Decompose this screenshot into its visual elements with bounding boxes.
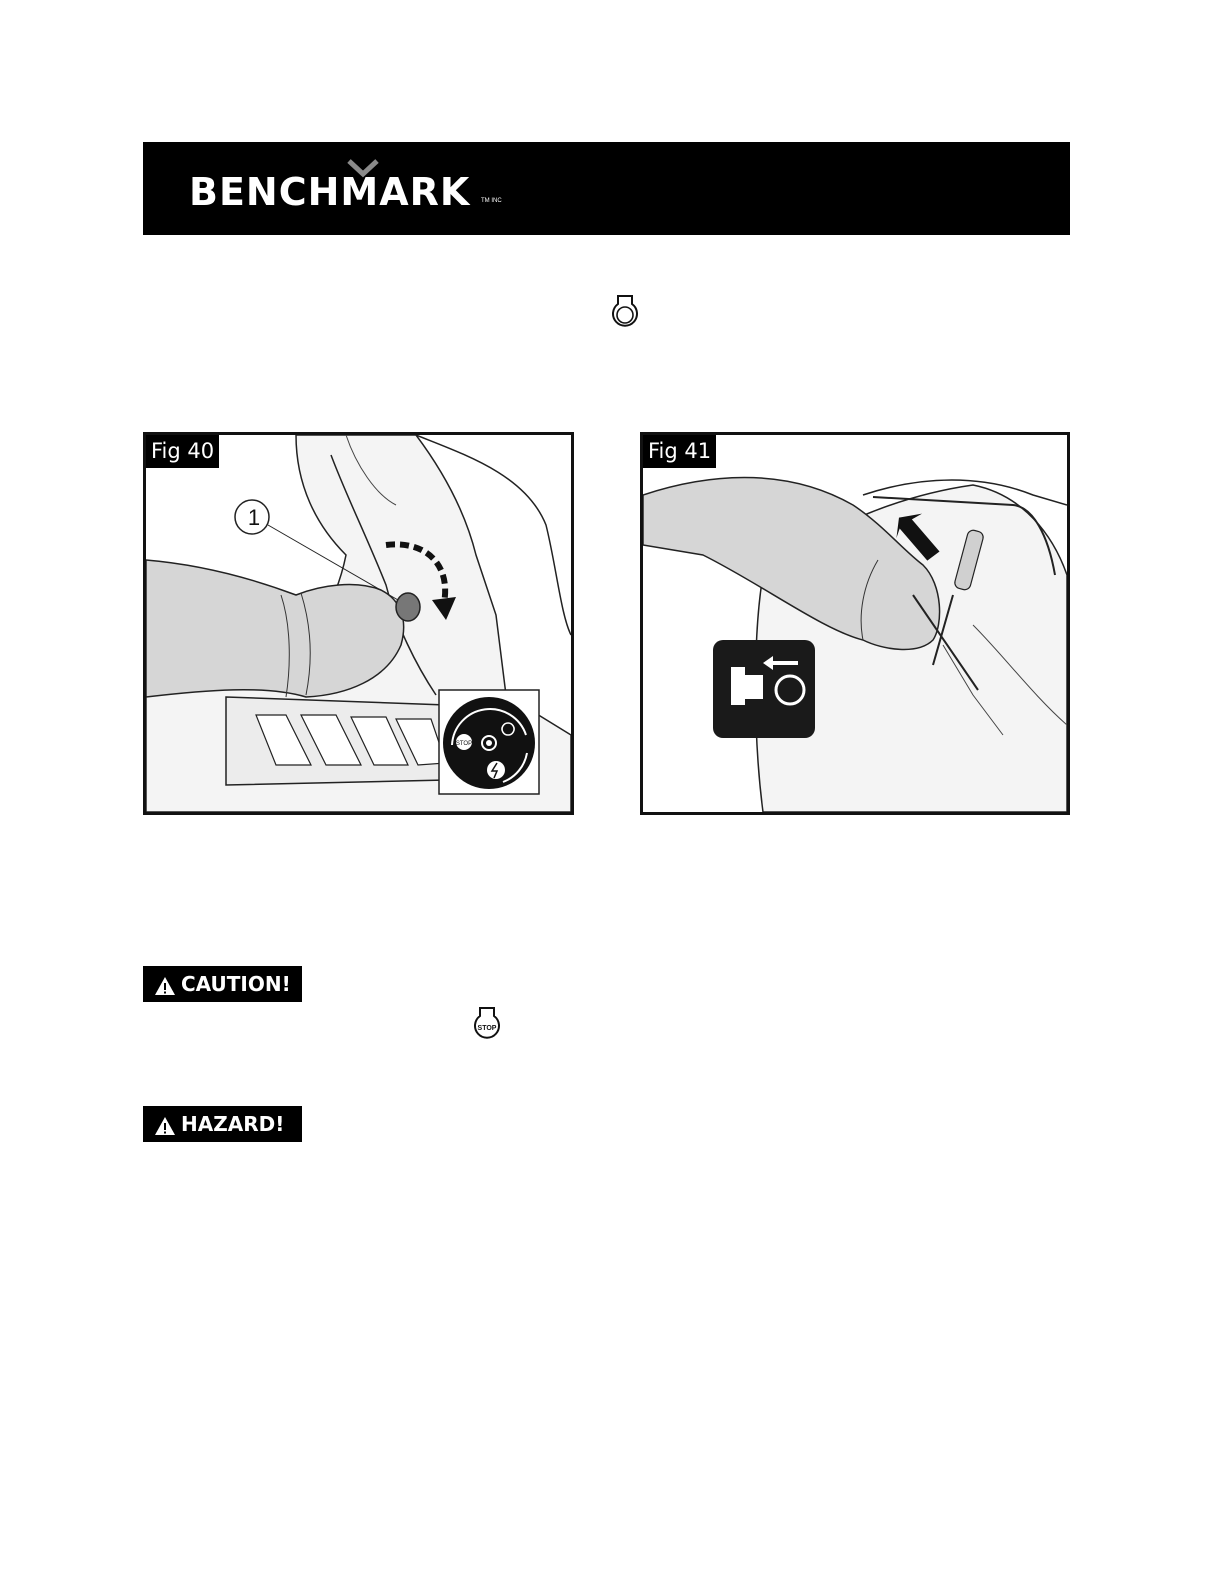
stop-icon-text: STOP <box>477 1025 497 1032</box>
brand-logo-text: BENCHMARK <box>189 170 471 214</box>
header-bar <box>143 142 1070 235</box>
figure-label: Fig 41 <box>643 435 716 468</box>
hazard-label <box>143 1106 302 1142</box>
warning-triangle-icon <box>154 976 176 996</box>
choke-illustration <box>643 435 1067 812</box>
hazard-text: HAZARD! <box>181 1112 285 1136</box>
chevron-logo-icon <box>346 158 380 178</box>
caution-text: CAUTION! <box>181 972 291 996</box>
engine-run-icon <box>610 294 640 330</box>
figure-41 <box>640 432 1070 815</box>
figure-40 <box>143 432 574 815</box>
figure-label: Fig 40 <box>146 435 219 468</box>
trademark-mark: TM INC <box>481 198 502 204</box>
warning-triangle-icon <box>154 1116 176 1136</box>
dial-stop-label: STOP <box>455 741 473 747</box>
key-turn-illustration <box>146 435 571 812</box>
engine-stop-icon <box>472 1006 502 1042</box>
caution-label <box>143 966 302 1002</box>
callout-number: 1 <box>247 505 261 530</box>
